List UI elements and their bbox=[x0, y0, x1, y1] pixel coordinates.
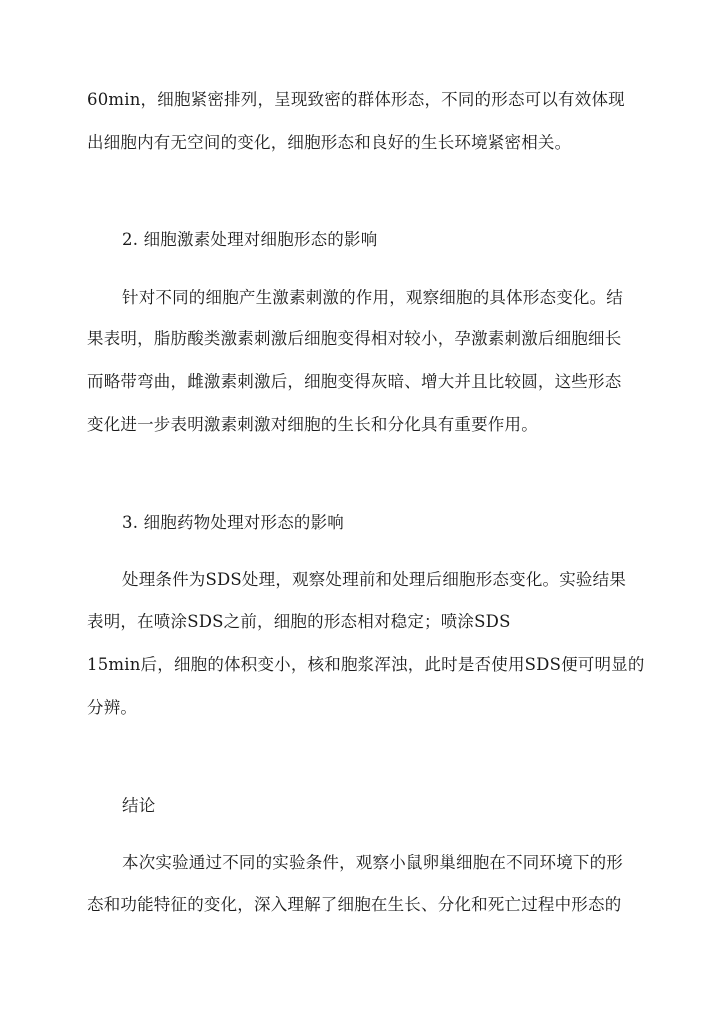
paragraph-line: 60min，细胞紧密排列，呈现致密的群体形态，不同的形态可以有效体现 bbox=[87, 90, 625, 109]
paragraph-line: 分辨。 bbox=[87, 698, 138, 717]
paragraph-line: 果表明，脂肪酸类激素刺激后细胞变得相对较小，孕激素刺激后细胞细长 bbox=[87, 329, 622, 348]
section-heading: 2. 细胞激素处理对细胞形态的影响 bbox=[122, 230, 378, 249]
paragraph-line: 15min后，细胞的体积变小，核和胞浆浑浊，此时是否使用SDS便可明显的 bbox=[87, 655, 645, 674]
paragraph-line: 表明，在喷涂SDS之前，细胞的形态相对稳定；喷涂SDS bbox=[87, 612, 511, 631]
paragraph-line: 态和功能特征的变化，深入理解了细胞在生长、分化和死亡过程中形态的 bbox=[87, 895, 622, 914]
paragraph-line: 而略带弯曲，雌激素刺激后，细胞变得灰暗、增大并且比较圆，这些形态 bbox=[87, 372, 622, 391]
section-heading: 结论 bbox=[122, 796, 156, 815]
paragraph-line: 变化进一步表明激素刺激对细胞的生长和分化具有重要作用。 bbox=[87, 415, 538, 434]
paragraph-line: 本次实验通过不同的实验条件，观察小鼠卵巢细胞在不同环境下的形 bbox=[122, 853, 623, 872]
paragraph-line: 出细胞内有无空间的变化，细胞形态和良好的生长环境紧密相关。 bbox=[87, 133, 572, 152]
paragraph-line: 针对不同的细胞产生激素刺激的作用，观察细胞的具体形态变化。结 bbox=[122, 288, 623, 307]
section-heading: 3. 细胞药物处理对形态的影响 bbox=[122, 513, 344, 532]
paragraph-line: 处理条件为SDS处理，观察处理前和处理后细胞形态变化。实验结果 bbox=[122, 570, 627, 589]
